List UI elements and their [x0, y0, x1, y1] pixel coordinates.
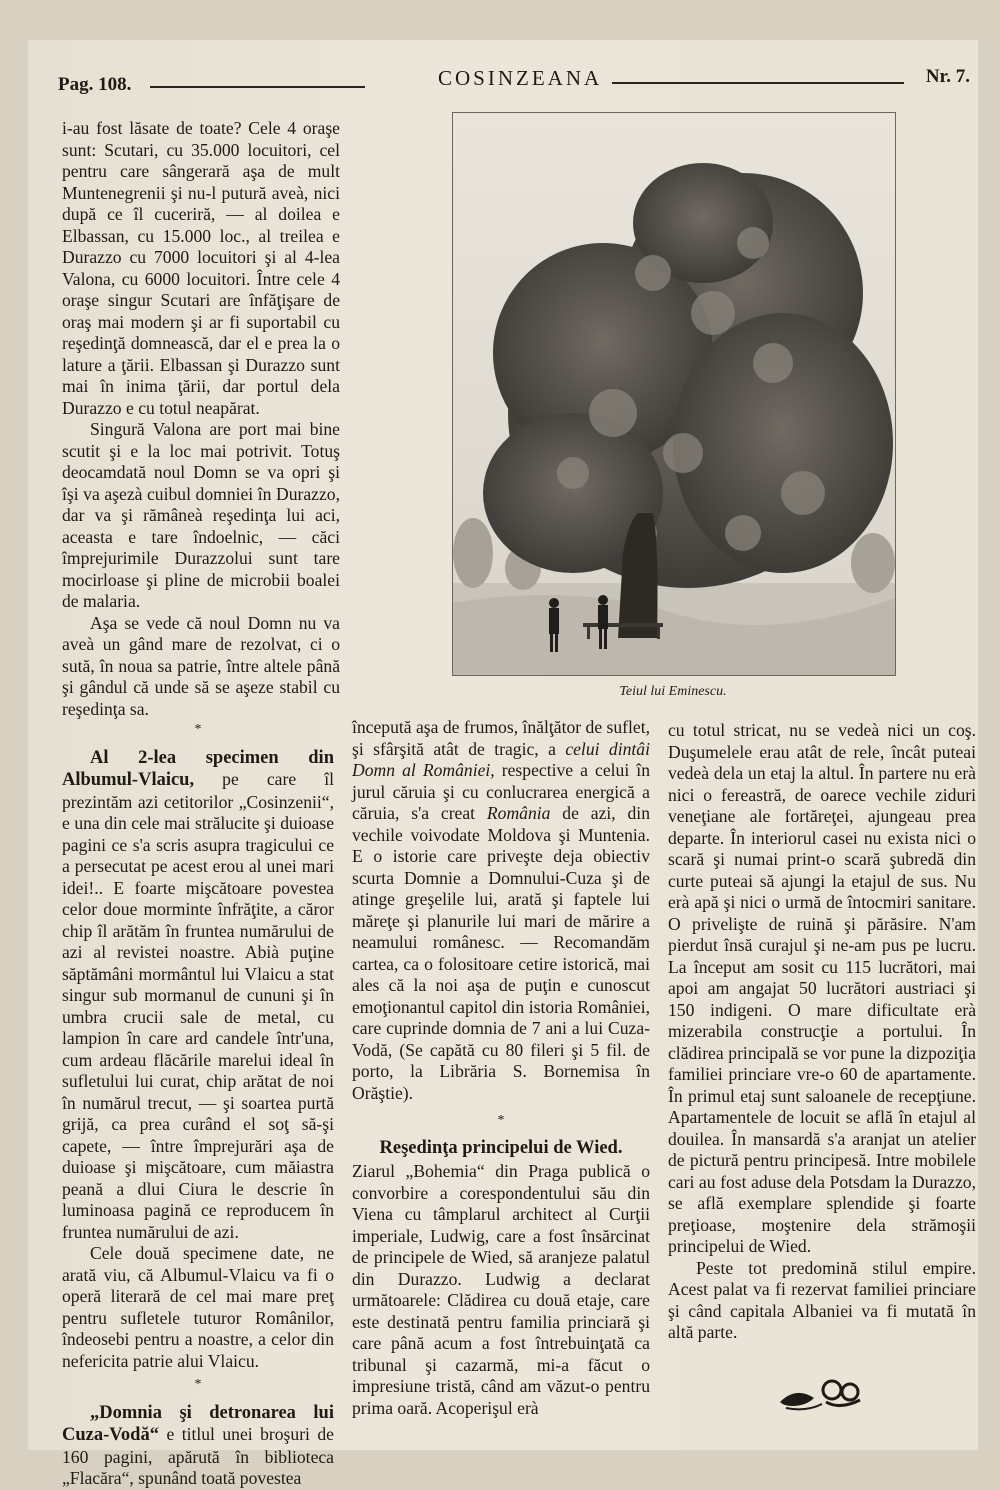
cuza-emphasis: celui dintâi Domn al României, — [352, 738, 650, 780]
cuza-text: e titlul unei broşuri de 160 pagini, apărută în biblioteca „Flacăra“, spunând toată povestea — [62, 1424, 334, 1488]
tree-photo — [452, 112, 896, 676]
header-rule-left — [150, 86, 365, 88]
section-separator: * — [194, 1377, 202, 1392]
cuza-text-cont: respective a celui în jurul căruia şi cu conlucrarea energică a căruia, s'a creat — [352, 760, 650, 823]
cuza-heading: „Domnia şi detronarea lui Cuza-Vodă“ — [62, 1402, 334, 1445]
magazine-title: COSINZEANA — [438, 66, 603, 90]
column-1-top — [62, 118, 340, 720]
cuza-text-cont: de azi, din vechile voivodate Moldova şi Muntenia. E o istorie care priveşte deja obiectiv scurta Domnie a Domnului-Cuza şi de atinge greşelile lui, arată şi faptele lui măreţe şi planurile lui mari de mărire a neamului românesc. — Recomandăm cartea, ca o folositoare cetire istorică, mai ales că la noi aşa de puţin e cunoscut emoţionantul capitol din istoria României, care cuprinde domnia de 7 ani a lui Cuza-Vodă, (Se capătă cu 80 fileri şi 5 fil. de porto, la Librăria S. Bornemisa în Orăştie). — [352, 803, 650, 1103]
header-rule-right — [612, 82, 904, 84]
paragraph: Aşa se vede că noul Domn nu va aveà un gând mare de rezolvat, ci o sută, în noua sa patrie, între altele până şi gândul că unde să se aşeze stabil cu reşedinţa sa. — [62, 612, 340, 719]
album-text-2: Cele două specimene date, ne arată viu, că Albumul-Vlaicu va fi o operă literară de cel mai mare preţ pentru sufletele tuturor Românilor, îndeosebi pentru a noastre, a celor din nefericita patrie alui Vlaicu. — [62, 1243, 334, 1371]
cuza-emphasis: România — [486, 803, 551, 823]
column-1-bottom — [62, 717, 334, 1490]
column-2 — [352, 717, 650, 1419]
section-separator: * — [497, 1113, 505, 1128]
photo-caption: Teiul lui Eminescu. — [619, 684, 727, 699]
wied-text: Ziarul „Bohemia“ din Praga publică o convorbire a corespondentului său din Viena cu tâmplarul architect al Curţii imperiale, Ludwig, care a fost însărcinat de principele de Wied, să aranjeze palatul din Durazzo. Ludwig a declarat următoarele: Clădirea cu două etaje, care este destinată pentru familia princiară şi care până acum a fost întrebuinţată ca tribunal şi cazarmă, mi-a făcut o impresiune tristă, când am văzut-o pentru prima oară. Acoperişul erà — [352, 1161, 650, 1418]
section-separator: * — [194, 722, 202, 737]
album-text: pe care îl prezintăm azi cetitorilor „Cosinzenii“, e una din cele mai strălucite şi duioase pagini ce s'a scris asupra tragicului ce a persecutat pe acest erou al unei mari idei!.. E foarte mişcătoare povestea celor doue morminte înfrăţite, a căror chip îl arătăm în fruntea numărului de azi al revistei noastre. Abià puţine săptămâni mormântul lui Vlaicu a stat singur sub mormanul de cununi şi în umbra crucii sale de metal, cu lampion în care ard candele într'una, cum ardeau flăcările marelui ideal în sufletului lui curat, chip arătat de noi în numărul trecut, — şi soartea purtă grijă, ca prea curând el soţ să-şi capete, — între împrejurări aşa de duioase şi mişcătoare, cum măiastra peană a dlui Ciura le descrie în luminoasa pagină ce reproducem în fruntea numărului de azi. — [62, 769, 334, 1242]
page-header — [58, 60, 970, 100]
paragraph: i-au fost lăsate de toate? Cele 4 oraşe sunt: Scutari, cu 35.000 locuitori, cel pentru care sângerară aşa de mult Muntenegrenii şi nu-l putură aveà, nici după ce îl cuceriră, — al doilea e Elbassan, cu 15.000 loc., al treilea e Durazzo cu 7000 locuitori şi al 4-lea Valona, cu 6000 locuitori. Între cele 4 oraşe singur Scutari are înfăţişare de oraş mai modern şi ar fi suportabil cu reşedinţă domnească, dar el e prea la o lature a ţării. Elbassan şi Durazzo sunt mai în inima ţării, dar portul dela Durazzo e cu totul neapărat. — [62, 118, 340, 418]
paragraph: Singură Valona are port mai bine scutit şi e la loc mai potrivit. Totuş deocamdată noul Domn se va opri şi îşi va aşezà cuibul domniei în Durazzo, dar va şi rămâneà reşedinţa lui aci, aceasta e tare îndoelnic, — căci împrejurimile Durazzolui sunt tare mocirloase şi pline de microbii boalei de malaria. — [62, 419, 340, 611]
wied-heading: Reşedinţa principelui de Wied. — [379, 1137, 623, 1158]
column-3 — [668, 720, 976, 1344]
page-number: Pag. 108. — [58, 74, 132, 95]
wied-text-end: Peste tot predomină stilul empire. Acest palat va fi rezervat familiei princiare şi când capitala Albaniei va fi mutată în altă parte. — [668, 1257, 976, 1342]
wied-text-cont: cu totul stricat, nu se vedeà nici un coş. Duşumelele erau atât de rele, încât puteai vedeà dela un etaj la altul. În partere nu erà nici o fereastră, de oarece vechile ziduri veneţiane ale fortăreţei, ajungeau prea departe. În interiorul casei nu exista nici o scară şi numai print-o scară şubredă din curte puteai să ajungi la etajul de sus. Nu erà apă şi nici o urmă de întocmiri sanitare. O privelişte de ruină şi părăsire. N'am pierdut însă curajul şi ne-am pus pe lucru. La început am sosit cu 115 lucrători, mai apoi am angajat 50 lucrători austriaci şi 150 indigeni. O mare dificultate erà mizerabila construcţie a portului. În clădirea principală se vor pune la dizpoziţia familiei princiare vre-o 60 de apartamente. În primul etaj sunt saloanele de recepţiune. Apartamentele de locuit se află în etajul al douilea. În mansardă s'a aranjat un atelier de pictură pentru principesă. Intre mobilele cari au fost aduse dela Potsdam la Durazzo, se află exemplare splendide şi foarte preţioase, moştenire dela strămoşii principelui de Wied. — [668, 720, 976, 1256]
cuza-text-cont: începută aşa de frumos, înălţător de suflet, şi sfârşită atât de tragic, a — [352, 717, 651, 759]
tree-photo-icon — [453, 113, 895, 675]
album-heading: Al 2-lea specimen din Albumul-Vlaicu, — [62, 747, 334, 790]
ornament-icon — [776, 1372, 868, 1414]
issue-number: Nr. 7. — [925, 66, 970, 87]
